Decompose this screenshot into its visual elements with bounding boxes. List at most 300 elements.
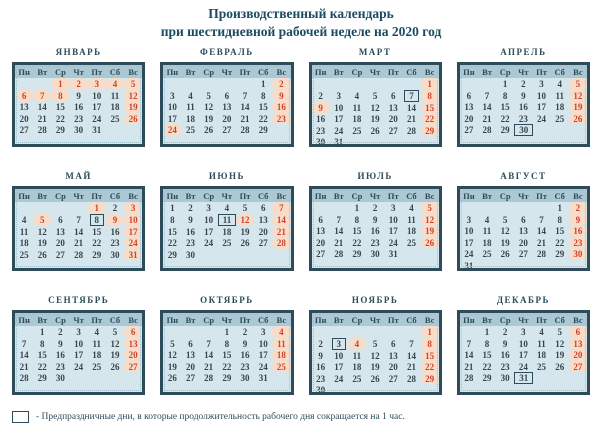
week-row bbox=[312, 125, 439, 137]
day-cell: 3 bbox=[336, 90, 341, 101]
day-cell: 8 bbox=[51, 90, 69, 102]
day-cell: 29 bbox=[222, 373, 232, 384]
empty-cell bbox=[330, 202, 348, 214]
day-cell: 24 bbox=[334, 125, 344, 136]
day-cell: 22 bbox=[222, 361, 232, 372]
week-row bbox=[15, 326, 142, 338]
day-cell: 29 bbox=[421, 125, 439, 137]
day-cell: 2 bbox=[70, 78, 88, 90]
day-cell: 17 bbox=[124, 226, 142, 238]
weekday-header: Сб bbox=[106, 189, 124, 202]
week-row bbox=[312, 326, 439, 338]
empty-cell bbox=[51, 202, 69, 214]
weekday-header: Пт bbox=[384, 65, 402, 78]
day-cell: 27 bbox=[316, 249, 326, 260]
day-cell: 28 bbox=[204, 373, 214, 384]
day-cell: 28 bbox=[406, 125, 416, 136]
week-row bbox=[163, 124, 290, 136]
day-cell: 6 bbox=[58, 214, 63, 225]
day-cell: 17 bbox=[518, 350, 528, 361]
day-cell: 3 bbox=[124, 202, 142, 214]
day-cell: 10 bbox=[518, 338, 528, 349]
week-row bbox=[163, 372, 290, 384]
day-cell: 25 bbox=[110, 113, 120, 124]
weekday-header-row bbox=[312, 65, 439, 78]
day-cell: 24 bbox=[258, 361, 268, 372]
day-cell: 9 bbox=[502, 338, 508, 349]
day-cell: 16 bbox=[569, 225, 587, 237]
month-table bbox=[15, 313, 142, 384]
month-block bbox=[457, 171, 590, 271]
day-cell: 21 bbox=[537, 237, 547, 248]
month-block bbox=[309, 47, 442, 147]
day-cell: 7 bbox=[484, 90, 490, 101]
day-cell: 4 bbox=[354, 90, 360, 101]
weekday-header: Пн bbox=[15, 65, 33, 78]
day-cell: 12 bbox=[421, 214, 439, 226]
weekday-header: Ср bbox=[496, 65, 514, 78]
day-cell: 8 bbox=[502, 90, 508, 101]
weekday-header: Пт bbox=[532, 313, 550, 326]
month-title: ИЮНЬ bbox=[208, 171, 245, 182]
day-cell: 24 bbox=[518, 361, 528, 372]
empty-cell bbox=[330, 78, 348, 90]
day-cell: 17 bbox=[537, 102, 547, 113]
day-cell: 7 bbox=[33, 90, 51, 102]
day-cell: 29 bbox=[482, 373, 492, 384]
month-title: СЕНТЯБРЬ bbox=[48, 295, 110, 306]
empty-cell bbox=[460, 202, 478, 214]
day-cell: 27 bbox=[569, 361, 587, 373]
week-row bbox=[312, 113, 439, 125]
day-cell: 20 bbox=[258, 226, 268, 237]
weekday-header: Сб bbox=[106, 65, 124, 78]
day-cell: 31 bbox=[464, 260, 474, 271]
weekday-header: Пн bbox=[312, 313, 330, 326]
month-table bbox=[163, 189, 290, 260]
weekday-header-row bbox=[460, 313, 587, 326]
weekday-header: Вт bbox=[33, 65, 51, 78]
month-calendar bbox=[309, 186, 442, 271]
week-row bbox=[163, 361, 290, 373]
empty-cell bbox=[384, 136, 402, 148]
day-cell: 22 bbox=[421, 113, 439, 125]
empty-cell bbox=[551, 260, 569, 272]
week-row bbox=[460, 214, 587, 226]
empty-cell bbox=[532, 372, 550, 384]
day-cell: 4 bbox=[484, 214, 490, 225]
day-cell: 15 bbox=[500, 102, 510, 113]
day-cell: 31 bbox=[334, 137, 344, 148]
day-cell: 2 bbox=[569, 202, 587, 214]
day-cell: 31 bbox=[124, 249, 142, 261]
legend bbox=[12, 411, 405, 423]
day-cell: 25 bbox=[406, 237, 416, 248]
day-cell: 30 bbox=[370, 249, 380, 260]
week-row bbox=[312, 102, 439, 114]
day-cell: 12 bbox=[569, 90, 587, 102]
short-day-box: 8 bbox=[90, 214, 105, 226]
empty-cell bbox=[124, 124, 142, 136]
day-cell: 18 bbox=[482, 237, 492, 248]
day-cell: 10 bbox=[334, 350, 344, 361]
week-row bbox=[460, 202, 587, 214]
day-cell: 1 bbox=[421, 78, 439, 90]
day-cell: 20 bbox=[464, 113, 474, 124]
day-cell: 10 bbox=[334, 102, 344, 113]
day-cell: 9 bbox=[372, 214, 378, 225]
day-cell: 8 bbox=[224, 338, 230, 349]
week-row bbox=[460, 361, 587, 373]
day-cell: 1 bbox=[51, 78, 69, 90]
day-cell: 22 bbox=[555, 237, 565, 248]
week-row bbox=[460, 237, 587, 249]
empty-cell bbox=[33, 202, 51, 214]
weekday-header: Вс bbox=[272, 313, 290, 326]
day-cell: 28 bbox=[240, 125, 250, 136]
empty-cell bbox=[551, 372, 569, 384]
day-cell: 9 bbox=[318, 350, 323, 361]
week-row bbox=[163, 237, 290, 249]
day-cell: 9 bbox=[188, 214, 193, 225]
empty-cell bbox=[496, 260, 514, 272]
weekday-header: Чт bbox=[514, 189, 532, 202]
week-row bbox=[15, 349, 142, 361]
day-cell: 5 bbox=[33, 214, 51, 226]
month-calendar bbox=[160, 186, 293, 271]
month-calendar bbox=[160, 62, 293, 147]
day-cell: 23 bbox=[240, 361, 250, 372]
weekday-header: Чт bbox=[218, 189, 236, 202]
day-cell: 21 bbox=[406, 114, 416, 125]
day-cell: 7 bbox=[21, 338, 27, 349]
day-cell: 6 bbox=[391, 90, 396, 101]
day-cell: 5 bbox=[206, 90, 211, 101]
day-cell: 9 bbox=[569, 214, 587, 226]
month-title: ДЕКАБРЬ bbox=[496, 295, 550, 306]
day-cell: 18 bbox=[352, 362, 362, 373]
day-cell: 26 bbox=[124, 113, 142, 125]
day-cell: 27 bbox=[464, 125, 474, 136]
weekday-header: Ср bbox=[496, 313, 514, 326]
day-cell: 26 bbox=[110, 361, 120, 372]
week-row bbox=[460, 260, 587, 272]
day-cell: 28 bbox=[74, 249, 84, 260]
day-cell: 22 bbox=[352, 237, 362, 248]
day-cell: 11 bbox=[110, 90, 120, 101]
day-cell: 23 bbox=[569, 237, 587, 249]
day-cell: 5 bbox=[112, 327, 118, 338]
empty-cell bbox=[200, 249, 218, 261]
day-cell: 23 bbox=[518, 113, 528, 124]
page-title bbox=[12, 5, 590, 41]
day-cell: 16 bbox=[110, 226, 120, 237]
week-row bbox=[163, 90, 290, 102]
day-cell: 28 bbox=[37, 125, 47, 136]
week-row bbox=[460, 326, 587, 338]
day-cell: 16 bbox=[500, 350, 510, 361]
empty-cell bbox=[348, 78, 366, 90]
day-cell: 12 bbox=[37, 226, 47, 237]
month-title: АПРЕЛЬ bbox=[500, 47, 547, 58]
day-cell: 29 bbox=[500, 125, 510, 136]
empty-cell bbox=[421, 384, 439, 396]
day-cell: 31 bbox=[258, 373, 268, 384]
day-cell: 15 bbox=[55, 102, 65, 113]
day-cell: 11 bbox=[92, 338, 102, 349]
day-cell: 9 bbox=[76, 90, 81, 101]
weekday-header: Вт bbox=[181, 189, 199, 202]
day-cell: 21 bbox=[204, 361, 214, 372]
day-cell: 2 bbox=[372, 203, 378, 214]
day-cell: 16 bbox=[316, 362, 326, 373]
day-cell: 30 bbox=[186, 249, 195, 260]
day-cell: 4 bbox=[94, 327, 100, 338]
week-row bbox=[15, 101, 142, 113]
empty-cell bbox=[402, 326, 420, 338]
day-cell: 26 bbox=[370, 373, 380, 384]
month-block bbox=[160, 295, 293, 395]
weekday-header: Ср bbox=[51, 313, 69, 326]
day-cell: 13 bbox=[464, 102, 474, 113]
day-cell: 6 bbox=[569, 326, 587, 338]
week-row bbox=[460, 90, 587, 102]
empty-cell bbox=[478, 260, 496, 272]
day-cell: 3 bbox=[170, 90, 175, 101]
day-cell: 14 bbox=[74, 226, 84, 237]
empty-cell bbox=[460, 78, 478, 90]
day-cell: 19 bbox=[124, 101, 142, 113]
day-cell: 14 bbox=[406, 350, 416, 361]
day-cell: 23 bbox=[55, 361, 65, 372]
weekday-header: Вс bbox=[569, 65, 587, 78]
day-cell: 11 bbox=[272, 338, 290, 350]
weekday-header: Вт bbox=[181, 313, 199, 326]
month-block bbox=[12, 171, 145, 271]
empty-cell bbox=[366, 78, 384, 90]
month-calendar bbox=[309, 310, 442, 395]
day-cell: 30 bbox=[316, 137, 326, 148]
day-cell: 1 bbox=[354, 203, 360, 214]
day-cell: 7 bbox=[336, 214, 341, 225]
day-cell: 21 bbox=[406, 362, 416, 373]
day-cell: 3 bbox=[76, 327, 81, 338]
day-cell: 13 bbox=[258, 214, 268, 225]
empty-cell bbox=[366, 326, 384, 338]
week-row bbox=[15, 237, 142, 249]
pre-holiday-box-icon bbox=[12, 411, 29, 423]
day-cell: 25 bbox=[19, 249, 29, 260]
day-cell: 28 bbox=[482, 125, 492, 136]
page-title-line2: при шестидневной рабочей неделе на 2020 год bbox=[160, 24, 442, 40]
day-cell: 16 bbox=[518, 102, 528, 113]
day-cell: 22 bbox=[482, 361, 492, 372]
weekday-header-row bbox=[15, 65, 142, 78]
day-cell: 20 bbox=[124, 349, 142, 361]
month-calendar bbox=[12, 62, 145, 147]
day-cell: 7 bbox=[539, 214, 544, 225]
day-cell: 1 bbox=[170, 203, 175, 214]
month-title: ЯНВАРЬ bbox=[55, 47, 102, 58]
empty-cell bbox=[551, 124, 569, 136]
day-cell: 15 bbox=[222, 350, 232, 361]
empty-cell bbox=[330, 326, 348, 338]
empty-cell bbox=[163, 78, 181, 90]
day-cell: 13 bbox=[222, 102, 232, 113]
day-cell: 19 bbox=[421, 225, 439, 237]
empty-cell bbox=[218, 78, 236, 90]
week-row bbox=[15, 124, 142, 136]
weekday-header: Пн bbox=[163, 65, 181, 78]
empty-cell bbox=[348, 136, 366, 148]
week-row bbox=[460, 338, 587, 350]
day-cell: 14 bbox=[334, 226, 344, 237]
weekday-header: Вс bbox=[421, 189, 439, 202]
day-cell: 10 bbox=[464, 226, 474, 237]
day-cell: 30 bbox=[74, 125, 84, 136]
week-row bbox=[15, 78, 142, 90]
day-cell: 4 bbox=[557, 79, 562, 90]
day-cell: 21 bbox=[482, 113, 492, 124]
day-cell: 29 bbox=[167, 249, 177, 260]
day-cell bbox=[88, 214, 106, 226]
weekday-header: Сб bbox=[402, 313, 420, 326]
day-cell: 29 bbox=[55, 125, 65, 136]
empty-cell bbox=[384, 326, 402, 338]
empty-cell bbox=[460, 326, 478, 338]
day-cell: 28 bbox=[537, 249, 547, 260]
day-cell: 14 bbox=[19, 350, 29, 361]
day-cell: 7 bbox=[466, 338, 472, 349]
month-title: МАЙ bbox=[65, 171, 92, 182]
week-row bbox=[163, 249, 290, 261]
day-cell: 28 bbox=[406, 373, 416, 384]
weekday-header: Пт bbox=[236, 189, 254, 202]
day-cell: 11 bbox=[352, 350, 362, 361]
day-cell: 21 bbox=[37, 113, 47, 124]
page-title-line1: Производственный календарь bbox=[208, 6, 394, 21]
week-row bbox=[312, 136, 439, 148]
day-cell: 10 bbox=[537, 90, 547, 101]
day-cell: 7 bbox=[206, 338, 211, 349]
empty-cell bbox=[312, 202, 330, 214]
weekday-header: Ср bbox=[348, 189, 366, 202]
weekday-header: Пт bbox=[88, 313, 106, 326]
day-cell: 25 bbox=[352, 373, 362, 384]
week-row bbox=[312, 78, 439, 90]
day-cell: 25 bbox=[352, 125, 362, 136]
week-row bbox=[163, 101, 290, 113]
day-cell: 16 bbox=[316, 114, 326, 125]
day-cell: 20 bbox=[19, 113, 29, 124]
day-cell: 10 bbox=[124, 214, 142, 226]
day-cell: 24 bbox=[92, 113, 102, 124]
empty-cell bbox=[272, 124, 290, 136]
day-cell: 10 bbox=[167, 102, 177, 113]
empty-cell bbox=[106, 124, 124, 136]
day-cell: 11 bbox=[352, 102, 362, 113]
empty-cell bbox=[70, 202, 88, 214]
week-row bbox=[163, 326, 290, 338]
day-cell: 22 bbox=[500, 113, 510, 124]
empty-cell bbox=[402, 384, 420, 396]
day-cell: 13 bbox=[388, 102, 398, 113]
day-cell: 13 bbox=[388, 350, 398, 361]
empty-cell bbox=[348, 384, 366, 396]
day-cell: 3 bbox=[88, 78, 106, 90]
day-cell: 22 bbox=[55, 113, 65, 124]
day-cell: 13 bbox=[19, 102, 29, 113]
day-cell: 5 bbox=[242, 203, 248, 214]
day-cell: 10 bbox=[258, 338, 268, 349]
day-cell bbox=[514, 372, 532, 384]
day-cell: 27 bbox=[518, 249, 528, 260]
month-table bbox=[312, 189, 439, 260]
weekday-header: Ср bbox=[200, 65, 218, 78]
day-cell: 21 bbox=[464, 361, 474, 372]
day-cell: 8 bbox=[354, 214, 360, 225]
weekday-header: Вс bbox=[569, 189, 587, 202]
week-row bbox=[163, 214, 290, 226]
day-cell: 12 bbox=[110, 338, 120, 349]
day-cell: 24 bbox=[204, 238, 214, 249]
day-cell: 7 bbox=[242, 90, 248, 101]
month-block bbox=[12, 295, 145, 395]
day-cell: 4 bbox=[348, 338, 366, 350]
empty-cell bbox=[366, 384, 384, 396]
month-table bbox=[312, 65, 439, 148]
day-cell: 14 bbox=[464, 350, 474, 361]
day-cell: 30 bbox=[240, 373, 250, 384]
day-cell: 17 bbox=[388, 226, 398, 237]
month-title: ИЮЛЬ bbox=[357, 171, 393, 182]
week-row bbox=[163, 113, 290, 125]
month-calendar bbox=[12, 186, 145, 271]
weekday-header: Пт bbox=[88, 189, 106, 202]
day-cell: 16 bbox=[55, 350, 65, 361]
day-cell: 18 bbox=[110, 102, 120, 113]
empty-cell bbox=[181, 78, 199, 90]
day-cell: 11 bbox=[19, 226, 29, 237]
day-cell: 19 bbox=[37, 238, 47, 249]
day-cell: 11 bbox=[537, 338, 546, 349]
day-cell: 3 bbox=[260, 327, 266, 338]
week-row bbox=[163, 78, 290, 90]
weekday-header: Пт bbox=[384, 313, 402, 326]
day-cell: 1 bbox=[40, 327, 45, 338]
day-cell: 16 bbox=[186, 226, 195, 237]
empty-cell bbox=[163, 326, 181, 338]
short-day-box: 11 bbox=[218, 214, 237, 226]
day-cell: 30 bbox=[500, 373, 510, 384]
day-cell: 14 bbox=[272, 214, 290, 226]
week-row bbox=[312, 384, 439, 396]
weekday-header: Пн bbox=[460, 189, 478, 202]
month-table bbox=[15, 65, 142, 136]
empty-cell bbox=[532, 202, 550, 214]
day-cell: 19 bbox=[110, 350, 120, 361]
day-cell: 3 bbox=[206, 203, 211, 214]
empty-cell bbox=[106, 372, 124, 384]
weekday-header: Сб bbox=[254, 65, 272, 78]
day-cell: 1 bbox=[260, 79, 266, 90]
day-cell: 24 bbox=[388, 237, 398, 248]
week-row bbox=[15, 372, 142, 384]
legend-text: - Предпраздничные дни, в которые продолжительность рабочего дня сокращается на 1 час. bbox=[36, 412, 405, 422]
day-cell: 12 bbox=[370, 102, 380, 113]
day-cell: 8 bbox=[421, 90, 439, 102]
month-table bbox=[312, 313, 439, 396]
